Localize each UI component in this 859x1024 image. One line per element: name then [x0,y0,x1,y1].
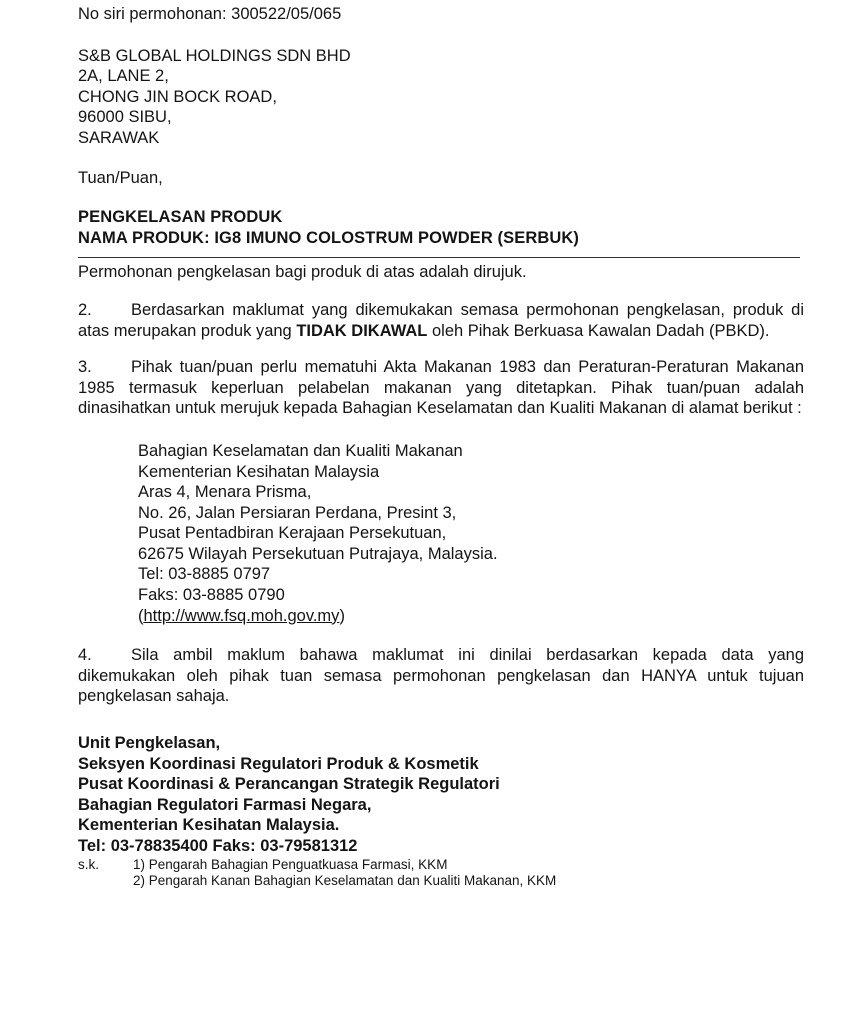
divider-line [78,257,800,258]
signoff-line: Seksyen Koordinasi Regulatori Produk & Kosmetik [78,754,479,773]
recipient-line: 2A, LANE 2, [78,67,169,86]
office-fax: Faks: 03-8885 0790 [138,586,285,605]
recipient-address [78,46,804,149]
link-paren: ) [339,606,345,625]
emphasis-text: TIDAK DIKAWAL [296,321,428,340]
website-link[interactable]: http://www.fsq.moh.gov.my [143,606,340,625]
office-line: Pusat Pentadbiran Kerajaan Persekutuan, [138,524,447,543]
letter-page [78,4,804,890]
subject-line: NAMA PRODUK: IG8 IMUNO COLOSTRUM POWDER (SERBUK) [78,228,580,247]
link-paren: ( [138,606,144,625]
office-line: 62675 Wilayah Persekutuan Putrajaya, Malaysia. [138,544,498,563]
office-line: Kementerian Kesihatan Malaysia [138,462,380,481]
paragraph-4 [78,645,804,707]
signoff-line: Pusat Koordinasi & Perancangan Strategik Regulatori [78,775,500,794]
recipient-line: 96000 SIBU, [78,108,172,127]
paragraph-text: Berdasarkan maklumat yang dikemukakan semasa permohonan pengkelasan, produk di atas merupakan produk yang [78,300,804,340]
office-line: Bahagian Keselamatan dan Kualiti Makanan [138,441,463,460]
recipient-line: S&B GLOBAL HOLDINGS SDN BHD [78,46,351,65]
paragraph-3 [78,357,804,419]
paragraph-number: 3. [78,358,92,377]
signoff-block [78,733,804,857]
subject-line: PENGKELASAN PRODUK [78,208,283,227]
office-line: Aras 4, Menara Prisma, [138,483,312,502]
reference-number: No siri permohonan: 300522/05/065 [78,5,342,23]
paragraph-text: Pihak tuan/puan perlu mematuhi Akta Makanan 1983 dan Peraturan-Peraturan Makanan 1985 termasuk keperluan pelabelan makanan yang ditetapkan. Pihak tuan/puan adalah dinasihatkan untuk merujuk kepada Bahagian Keselamatan dan Kualiti Makanan di alamat berikut : [78,358,804,418]
paragraph-2 [78,300,804,341]
cc-item: 1) Pengarah Bahagian Penguatkuasa Farmasi, KKM [133,856,448,872]
cc-label: s.k. [78,856,100,872]
cc-item: 2) Pengarah Kanan Bahagian Keselamatan dan Kualiti Makanan, KKM [133,873,557,889]
subject-heading [78,207,804,248]
intro-paragraph: Permohonan pengkelasan bagi produk di atas adalah dirujuk. [78,263,527,282]
paragraph-text: Sila ambil maklum bahawa maklumat ini dinilai berdasarkan kepada data yang dikemukakan oleh pihak tuan semasa permohonan pengkelasan dan HANYA untuk tujuan pengkelasan sahaja. [78,646,804,706]
recipient-line: SARAWAK [78,128,160,147]
office-tel: Tel: 03-8885 0797 [138,565,271,584]
paragraph-text: oleh Pihak Berkuasa Kawalan Dadah (PBKD). [431,321,770,340]
salutation: Tuan/Puan, [78,168,163,187]
cc-list [78,857,804,890]
paragraph-number: 2. [78,300,92,319]
office-line: No. 26, Jalan Persiaran Perdana, Presint 3, [138,503,457,522]
paragraph-number: 4. [78,646,92,665]
signoff-line: Kementerian Kesihatan Malaysia. [78,816,340,835]
signoff-contact: Tel: 03-78835400 Faks: 03-79581312 [78,837,358,855]
recipient-line: CHONG JIN BOCK ROAD, [78,87,277,106]
office-address [138,441,804,626]
signoff-line: Bahagian Regulatori Farmasi Negara, [78,795,372,814]
office-website [138,606,804,627]
signoff-line: Unit Pengkelasan, [78,734,221,753]
